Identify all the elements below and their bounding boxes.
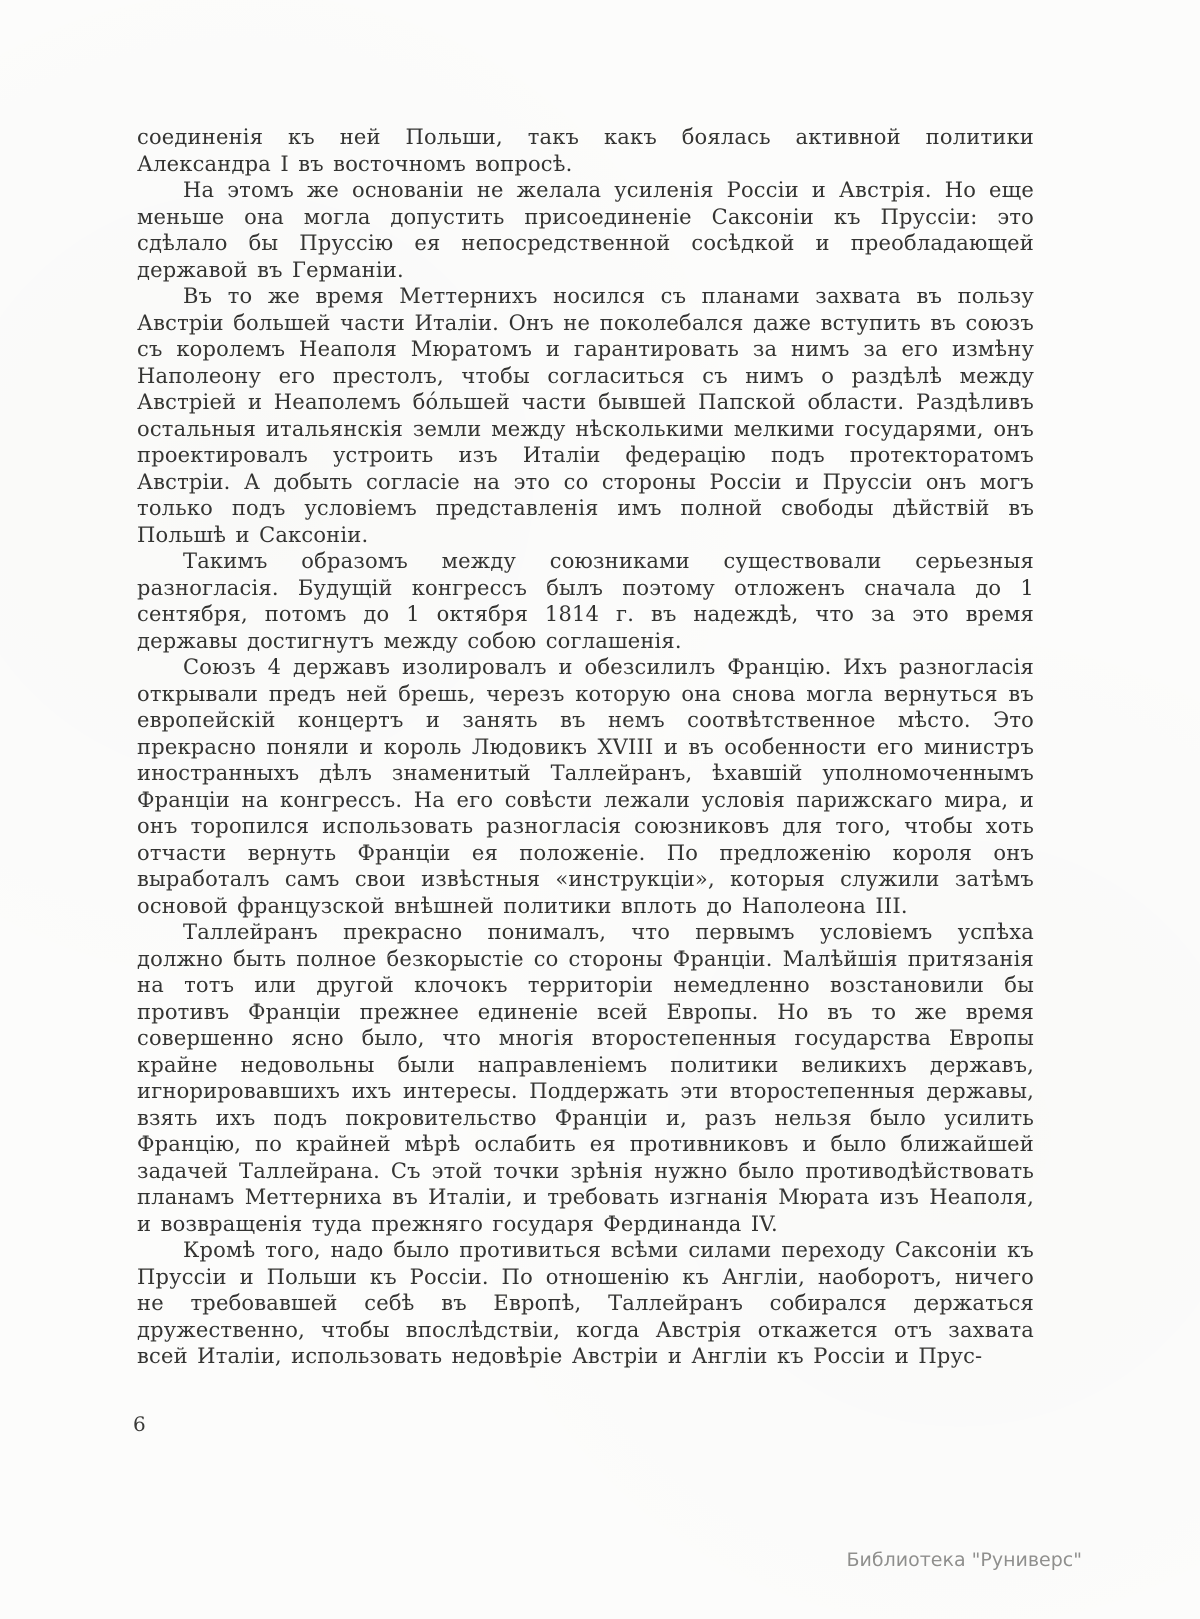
- paragraph: Кромѣ того, надо было противиться всѣми силами переходу Саксоніи къ Пруссіи и Польши къ Россіи. По отношенію къ Англіи, наоборотъ, ничего не требовавшей себѣ въ Европѣ, Таллейранъ собирался держаться дружественно, чтобы впослѣдствіи, когда Австрія откажется отъ захвата всей Италіи, использовать недовѣріе Австріи и Англіи къ Россіи и Прус-: [137, 1238, 1034, 1368]
- page-number: 6: [133, 1412, 146, 1436]
- paragraph: Таллейранъ прекрасно понималъ, что первымъ условіемъ успѣха должно быть полное безкорыстіе со стороны Франціи. Малѣйшія притязанія на тотъ или другой клочокъ территоріи немедленно возстановили бы противъ Франціи прежнее единеніе всей Европы. Но въ то же время совершенно ясно было, что многія второстепенныя государства Европы крайне недовольны были направленіемъ политики великихъ державъ, игнорировавшихъ ихъ интересы. Поддержать эти второстепенныя державы, взять ихъ подъ покровительство Франціи и, разъ нельзя было усилить Францію, по крайней мѣрѣ ослабить ея противниковъ и было ближайшей задачей Таллейрана. Съ этой точки зрѣнія нужно было противодѣйствовать планамъ Меттерниха въ Италіи, и требовать изгнанія Мюрата изъ Неаполя, и возвращенія туда прежняго государя Фердинанда IV.: [137, 920, 1034, 1236]
- paragraph: На этомъ же основаніи не желала усиленія Россіи и Австрія. Но еще меньше она могла допустить присоединеніе Саксоніи къ Пруссіи: это сдѣлало бы Пруссію ея непосредственной сосѣдкой и преобладающей державой въ Германіи.: [137, 178, 1034, 282]
- paragraph: Союзъ 4 державъ изолировалъ и обезсилилъ Францію. Ихъ разногласія открывали предъ ней брешь, черезъ которую она снова могла вернуться въ европейскій концертъ и занять въ немъ соотвѣтственное мѣсто. Это прекрасно поняли и король Людовикъ XVIII и въ особенности его министръ иностранныхъ дѣлъ знаменитый Таллейранъ, ѣхавшій уполномоченнымъ Франціи на конгрессъ. На его совѣсти лежали условія парижскаго мира, и онъ торопился использовать разногласія союзниковъ для того, чтобы хоть отчасти вернуть Франціи ея положеніе. По предложенію короля онъ выработалъ самъ свои извѣстныя «инструкціи», которыя служили затѣмъ основой французской внѣшней политики вплоть до Наполеона III.: [137, 655, 1034, 918]
- page-text-block: [137, 124, 1034, 1370]
- paragraph: Такимъ образомъ между союзниками существовали серьезныя разногласія. Будущій конгрессъ былъ поэтому отложенъ сначала до 1 сентября, потомъ до 1 октября 1814 г. въ надеждѣ, что за это время державы достигнутъ между собою соглашенія.: [137, 549, 1034, 653]
- paragraph: Въ то же время Меттернихъ носился съ планами захвата въ пользу Австріи большей части Италіи. Онъ не поколебался даже вступить въ союзъ съ королемъ Неаполя Мюратомъ и гарантировать за нимъ за его измѣну Наполеону его престолъ, чтобы согласиться съ нимъ о раздѣлѣ между Австріей и Неаполемъ бо́льшей части бывшей Папской области. Раздѣливъ остальныя итальянскія земли между нѣсколькими мелкими государями, онъ проектировалъ устроить изъ Италіи федерацію подъ протекторатомъ Австріи. А добыть согласіе на это со стороны Россіи и Пруссіи онъ могъ только подъ условіемъ представленія имъ полной свободы дѣйствій въ Польшѣ и Саксоніи.: [137, 284, 1034, 547]
- library-watermark: Библиотека "Руниверс": [846, 1549, 1082, 1571]
- paragraph-continuation: соединенія къ ней Польши, такъ какъ боялась активной политики Александра I въ восточномъ вопросѣ.: [137, 125, 1034, 176]
